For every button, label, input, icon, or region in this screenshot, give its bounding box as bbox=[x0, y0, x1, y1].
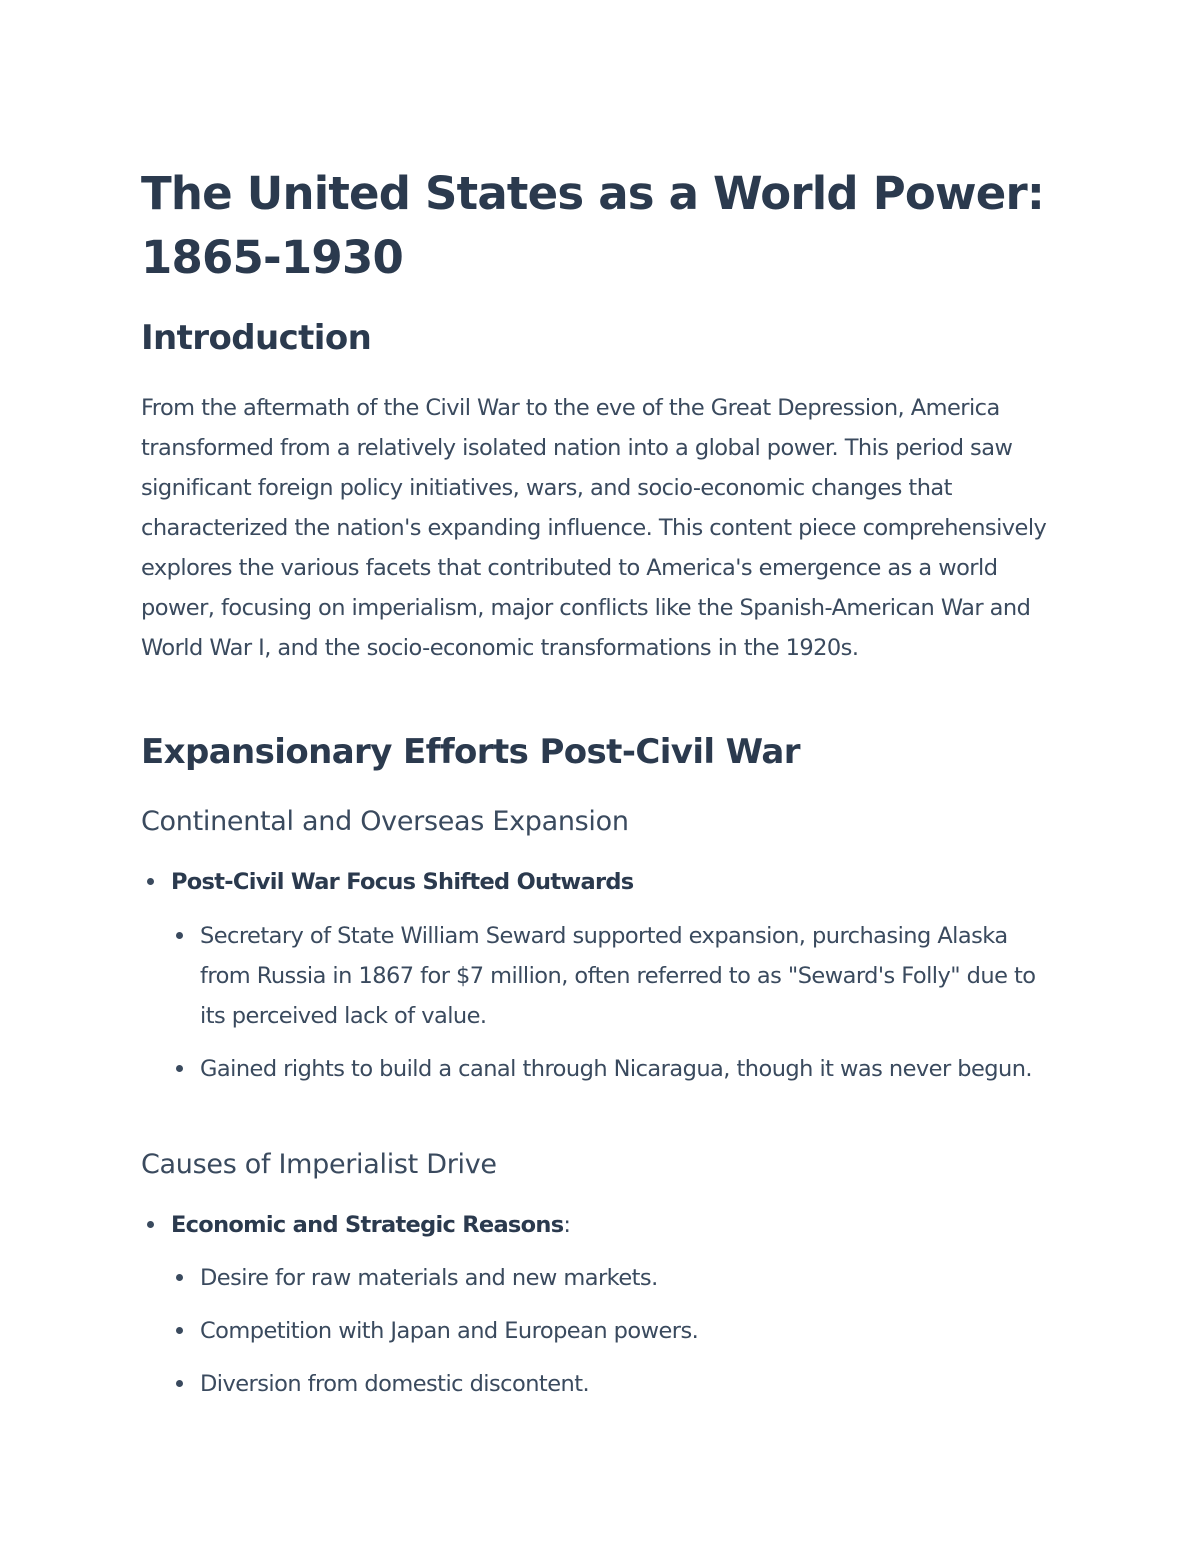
list-item-text: Desire for raw materials and new markets. bbox=[200, 1265, 658, 1291]
subheading-continental-expansion: Continental and Overseas Expansion bbox=[141, 806, 629, 837]
bullet-icon bbox=[147, 878, 154, 885]
list-item bbox=[200, 1311, 1061, 1351]
bullet-icon bbox=[176, 1327, 183, 1334]
list-item bbox=[200, 916, 1061, 1036]
list-item-text: Diversion from domestic discontent. bbox=[200, 1371, 590, 1397]
list-item bbox=[171, 862, 633, 902]
list-item-text: Gained rights to build a canal through Nicaragua, though it was never begun. bbox=[200, 1056, 1033, 1082]
bullet-icon bbox=[176, 1380, 183, 1387]
list-item bbox=[200, 1258, 1061, 1298]
list-item bbox=[200, 1049, 1061, 1089]
section-heading-introduction: Introduction bbox=[141, 318, 372, 358]
bullet-icon bbox=[176, 1065, 183, 1072]
introduction-paragraph: From the aftermath of the Civil War to the eve of the Great Depression, America transformed from a relatively isolated nation into a global power. This period saw significant foreign policy initiatives, wars, and socio-economic changes that characterized the nation's expanding influence. This content piece comprehensively explores the various facets that contributed to America's emergence as a world power, focusing on imperialism, major conflicts like the Spanish-American War and World War I, and the socio-economic transformations in the 1920s. bbox=[141, 395, 1047, 661]
subheading-imperialist-causes: Causes of Imperialist Drive bbox=[141, 1149, 497, 1180]
section-heading-expansion: Expansionary Efforts Post-Civil War bbox=[141, 732, 800, 772]
bullet-icon bbox=[176, 932, 183, 939]
list-item-text: Post-Civil War Focus Shifted Outwards bbox=[171, 869, 634, 895]
list-item-suffix: : bbox=[563, 1212, 571, 1238]
list-item-text: Competition with Japan and European powers. bbox=[200, 1318, 699, 1344]
bullet-icon bbox=[147, 1221, 154, 1228]
bullet-icon bbox=[176, 1274, 183, 1281]
list-item-text: Secretary of State William Seward supported expansion, purchasing Alaska from Russia in 1867 for $7 million, often referred to as "Seward's Folly" due to its perceived lack of value. bbox=[200, 923, 1036, 1029]
list-item-text: Economic and Strategic Reasons bbox=[171, 1212, 564, 1238]
list-item bbox=[171, 1205, 570, 1245]
document-title: The United States as a World Power: 1865-1930 bbox=[141, 167, 1045, 284]
list-item bbox=[200, 1364, 1061, 1404]
